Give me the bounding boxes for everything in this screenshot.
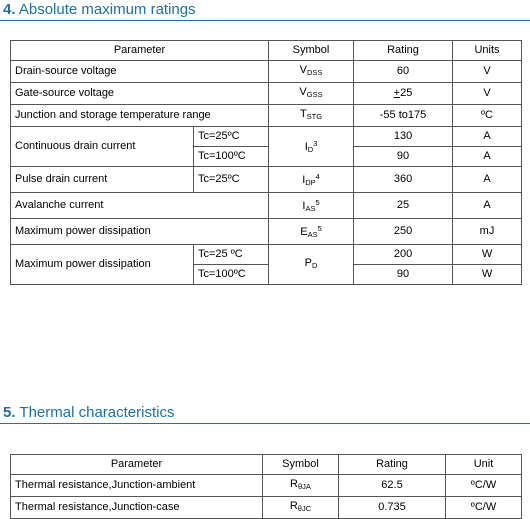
unit-cell: ºC/W [446, 475, 522, 497]
unit-cell: V [453, 83, 522, 105]
section-4-number: 4. [3, 1, 16, 18]
unit-cell: V [453, 61, 522, 83]
unit-cell: A [453, 147, 522, 167]
param-cell: Maximum power dissipation [11, 245, 194, 285]
rating-cell: 90 [354, 147, 453, 167]
param-cell: Gate-source voltage [11, 83, 269, 105]
symbol-cell: $I_{AS}^5$ [269, 193, 354, 219]
header-parameter: Parameter [11, 455, 263, 475]
table-row [11, 83, 522, 105]
table-header-row [11, 41, 522, 61]
rating-cell: 90 [354, 265, 453, 285]
rating-cell: 62.5 [339, 475, 446, 497]
symbol-cell: $R_{\theta JC}$ [263, 497, 339, 519]
rating-cell: 200 [354, 245, 453, 265]
table-row [11, 127, 522, 147]
header-units: Units [453, 41, 522, 61]
symbol-cell: $I_D^3$ [269, 127, 354, 167]
condition-cell: Tc=25ºC [194, 127, 269, 147]
symbol-cell: $V_{DSS}$ [269, 61, 354, 83]
rating-cell: 25 [354, 193, 453, 219]
param-cell: Thermal resistance,Junction-ambient [11, 475, 263, 497]
header-unit: Unit [446, 455, 522, 475]
absolute-max-ratings-table [10, 40, 522, 285]
table-row [11, 105, 522, 127]
unit-cell: A [453, 193, 522, 219]
unit-cell: mJ [453, 219, 522, 245]
table-row [11, 475, 522, 497]
symbol-cell: $R_{\theta JA}$ [263, 475, 339, 497]
symbol-cell: $V_{GSS}$ [269, 83, 354, 105]
section-5-heading: Thermal characteristics [19, 404, 175, 421]
table-row [11, 497, 522, 519]
section-5-title [3, 404, 174, 422]
param-cell: Maximum power dissipation [11, 219, 269, 245]
header-rating: Rating [339, 455, 446, 475]
thermal-characteristics-table [10, 454, 522, 519]
param-cell: Continuous drain current [11, 127, 194, 167]
table-row [11, 167, 522, 193]
table-row [11, 193, 522, 219]
table-row [11, 219, 522, 245]
param-cell: Pulse drain current [11, 167, 194, 193]
unit-cell: W [453, 245, 522, 265]
condition-cell: Tc=100ºC [194, 147, 269, 167]
rating-cell: 360 [354, 167, 453, 193]
symbol-cell: $E_{AS}^5$ [269, 219, 354, 245]
header-parameter: Parameter [11, 41, 269, 61]
header-symbol: Symbol [263, 455, 339, 475]
rating-cell: 60 [354, 61, 453, 83]
section-5-number: 5. [3, 404, 16, 421]
unit-cell: ºC/W [446, 497, 522, 519]
rating-cell: -55 to175 [354, 105, 453, 127]
header-rating: Rating [354, 41, 453, 61]
symbol-cell: $T_{STG}$ [269, 105, 354, 127]
symbol-cell: $P_D$ [269, 245, 354, 285]
rating-cell: +25 [354, 83, 453, 105]
table-row [11, 245, 522, 265]
condition-cell: Tc=100ºC [194, 265, 269, 285]
unit-cell: A [453, 127, 522, 147]
section-4-heading: Absolute maximum ratings [18, 1, 196, 18]
symbol-cell: $I_{DP}^4$ [269, 167, 354, 193]
section-4-rule [0, 20, 530, 21]
table-header-row [11, 455, 522, 475]
unit-cell: W [453, 265, 522, 285]
condition-cell: Tc=25ºC [194, 167, 269, 193]
table-row [11, 61, 522, 83]
rating-cell: 250 [354, 219, 453, 245]
param-cell: Thermal resistance,Junction-case [11, 497, 263, 519]
unit-cell: A [453, 167, 522, 193]
header-symbol: Symbol [269, 41, 354, 61]
rating-cell: 130 [354, 127, 453, 147]
condition-cell: Tc=25 ºC [194, 245, 269, 265]
param-cell: Junction and storage temperature range [11, 105, 269, 127]
unit-cell: ºC [453, 105, 522, 127]
section-5-rule [0, 423, 530, 424]
section-4-title [3, 1, 196, 19]
param-cell: Drain-source voltage [11, 61, 269, 83]
param-cell: Avalanche current [11, 193, 269, 219]
rating-cell: 0.735 [339, 497, 446, 519]
